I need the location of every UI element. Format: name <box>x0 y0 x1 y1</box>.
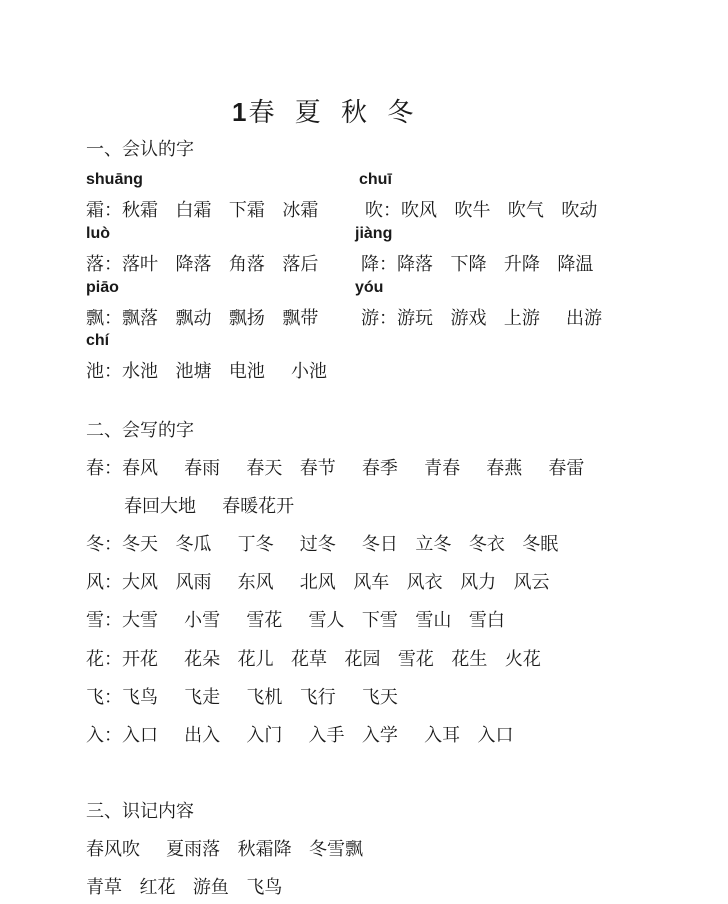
word-line-shuang: 霜：秋霜 白霜 下霜 冰霜 <box>86 200 319 221</box>
word-line-dong: 冬：冬天 冬瓜 丁冬 过冬 冬日 立冬 冬衣 冬眠 <box>86 534 559 555</box>
section-heading-recognize: 一、会认的字 <box>86 139 194 160</box>
pinyin-luo: luò <box>86 225 110 242</box>
word-line-chui: 吹：吹风 吹牛 吹气 吹动 <box>365 200 598 221</box>
word-line-piao: 飘：飘落 飘动 飘扬 飘带 <box>86 308 319 329</box>
word-line-xue: 雪：大雪 小雪 雪花 雪人 下雪 雪山 雪白 <box>86 610 505 631</box>
word-line-chun-cont: 春回大地 春暖花开 <box>124 496 295 517</box>
word-line-fei: 飞：飞鸟 飞走 飞机 飞行 飞天 <box>86 687 398 708</box>
word-line-hua: 花：开花 花朵 花儿 花草 花园 雪花 花生 火花 <box>86 649 541 670</box>
word-line-ru: 入：入口 出入 入门 入手 入学 入耳 入口 <box>86 725 514 746</box>
lesson-number: 1 <box>232 97 247 127</box>
word-line-chun: 春：春风 春雨 春天 春节 春季 青春 春燕 春雷 <box>86 458 585 479</box>
section-heading-write: 二、会写的字 <box>86 420 194 441</box>
pinyin-jiang: jiàng <box>355 225 393 242</box>
memorize-line-1: 春风吹 夏雨落 秋霜降 冬雪飘 <box>86 839 364 860</box>
page-title <box>232 92 419 129</box>
pinyin-piao: piāo <box>86 279 119 296</box>
word-line-jiang: 降：降落 下降 升降 降温 <box>361 254 594 275</box>
pinyin-you: yóu <box>355 279 384 296</box>
pinyin-shuang: shuāng <box>86 171 143 188</box>
word-line-luo: 落：落叶 降落 角落 落后 <box>86 254 319 275</box>
pinyin-chi: chí <box>86 332 110 349</box>
lesson-title: 春 夏 秋 冬 <box>248 98 420 128</box>
word-line-you: 游：游玩 游戏 上游 出游 <box>361 308 603 329</box>
word-line-feng: 风：大风 风雨 东风 北风 风车 风衣 风力 风云 <box>86 572 550 593</box>
memorize-line-2: 青草 红花 游鱼 飞鸟 <box>86 877 283 898</box>
word-line-chi: 池：水池 池塘 电池 小池 <box>86 361 328 382</box>
section-heading-memorize: 三、识记内容 <box>86 801 194 822</box>
pinyin-chui: chuī <box>359 171 392 188</box>
